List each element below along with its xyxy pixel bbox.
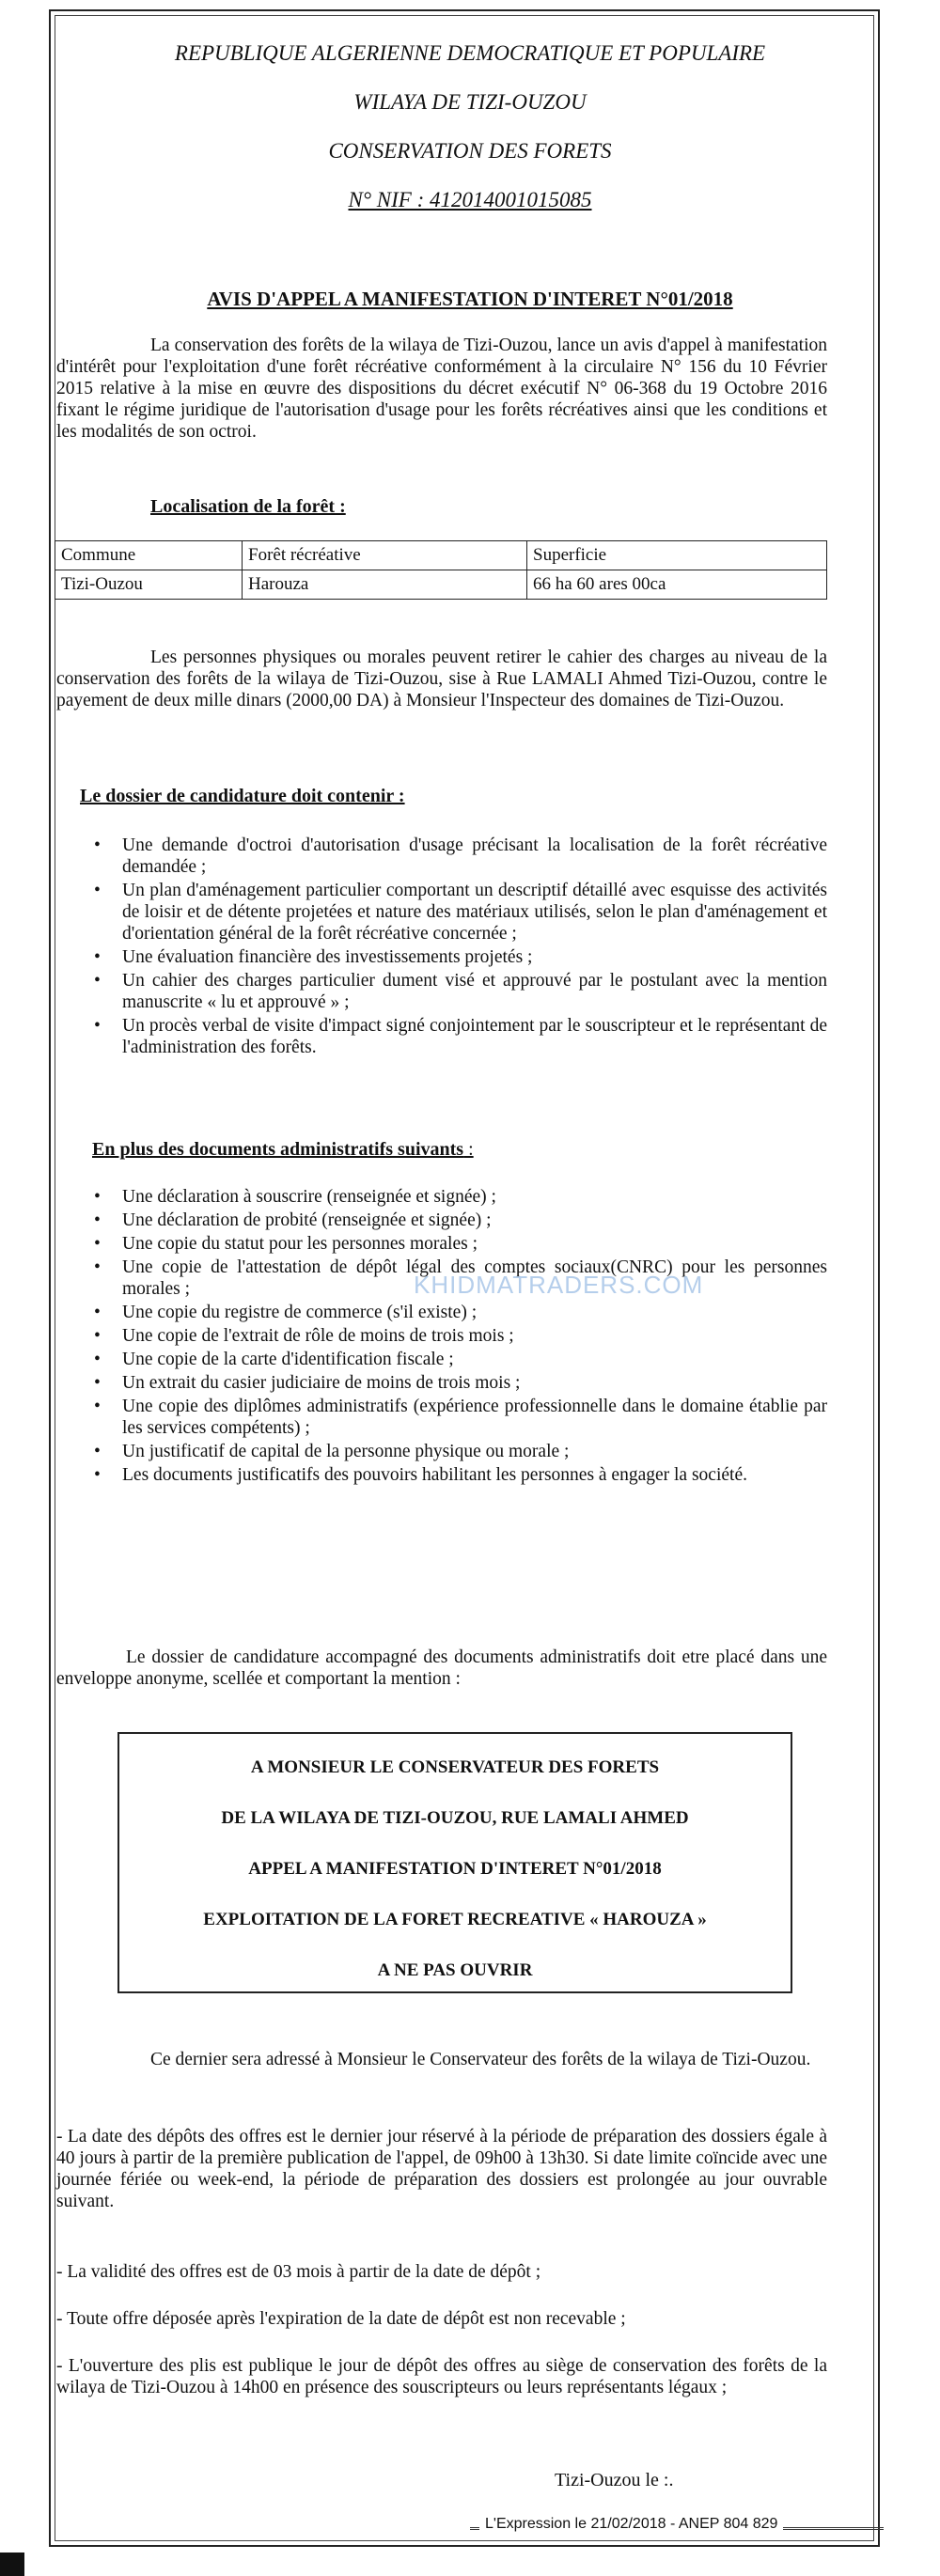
bullet-icon: •	[94, 1397, 101, 1416]
header-republic: REPUBLIQUE ALGERIENNE DEMOCRATIQUE ET POPULAIRE	[174, 41, 766, 65]
bullet-icon: •	[94, 1210, 101, 1230]
watermark-text: KHIDMATRADERS.COM	[414, 1271, 704, 1299]
condition-validite: - La validité des offres est de 03 mois à partir de la date de dépôt ;	[56, 2262, 541, 2282]
bullet-icon: •	[94, 835, 101, 855]
list-item: • Une demande d'octroi d'autorisation d'usage précisant la localisation de la forêt récréative demandée ;	[94, 835, 827, 877]
signature-place-date: Tizi-Ouzou le :.	[555, 2470, 674, 2490]
bullet-icon: •	[94, 971, 101, 991]
envelope-line: EXPLOITATION DE LA FORET RECREATIVE « HAROUZA »	[203, 1910, 707, 1929]
page-corner-mark	[0, 2553, 24, 2576]
localisation-table	[55, 540, 827, 600]
condition-ouverture: - L'ouverture des plis est publique le jour de dépôt des offres au siège de conservation des forêts de la wilaya de Tizi-Ouzou à 14h00 en présence des souscripteurs ou leurs représentants légaux ;	[56, 2356, 827, 2397]
table-cell-foret: Harouza	[243, 570, 527, 600]
envelope-line: APPEL A MANIFESTATION D'INTERET N°01/2018	[248, 1859, 662, 1879]
header-nif: N° NIF : 412014001015085	[348, 188, 592, 211]
admin-docs-heading: En plus des documents administratifs suivants :	[92, 1139, 474, 1160]
list-item: • Les documents justificatifs des pouvoirs habilitant les personnes à engager la société.	[94, 1465, 747, 1485]
intro-paragraph: La conservation des forêts de la wilaya de Tizi-Ouzou, lance un avis d'appel à manifestation d'intérêt pour l'exploitation d'une forêt récréative conformément à la circulaire N° 156 du 10 Février 2015 relative à la mise en œuvre des dispositions du décret exécutif N° 06-368 du 19 Octobre 2016 fixant le régime juridique de l'autorisation d'usage pour les forêts récréatives ainsi que les conditions et les modalités de son octroi.	[56, 336, 827, 442]
retrait-paragraph: Les personnes physiques ou morales peuvent retirer le cahier des charges au niveau de la conservation des forêts de la wilaya de Tizi-Ouzou, sise à Rue LAMALI Ahmed Tizi-Ouzou, contre le payement de deux mille dinars (2000,00 DA) à Monsieur l'Inspecteur des domaines de Tizi-Ouzou.	[56, 648, 827, 710]
bullet-icon: •	[94, 881, 101, 900]
list-item: • Une déclaration de probité (renseignée et signée) ;	[94, 1210, 492, 1230]
table-header-cell: Superficie	[527, 541, 827, 570]
bullet-icon: •	[94, 947, 101, 967]
table-header-row	[55, 541, 827, 570]
bullet-icon: •	[94, 1016, 101, 1036]
table-header-cell: Forêt récréative	[243, 541, 527, 570]
footer-publication: L'Expression le 21/02/2018 - ANEP 804 829	[479, 2516, 783, 2533]
localisation-heading: Localisation de la forêt :	[150, 496, 346, 517]
bullet-icon: •	[94, 1303, 101, 1322]
list-item: • Une copie de la carte d'identification fiscale ;	[94, 1350, 454, 1369]
table-cell-commune: Tizi-Ouzou	[55, 570, 243, 600]
notice-title: AVIS D'APPEL A MANIFESTATION D'INTERET N°01/2018	[207, 288, 733, 310]
list-item: • Une évaluation financière des investissements projetés ;	[94, 947, 533, 967]
table-header-cell: Commune	[55, 541, 243, 570]
bullet-icon: •	[94, 1465, 101, 1485]
header-conservation: CONSERVATION DES FORETS	[328, 139, 612, 163]
condition-depot: - La date des dépôts des offres est le dernier jour réservé à la période de préparation des dossiers égale à 40 jours à partir de la première publication de l'appel, de 09h00 à 13h30. Si date limite coïncide avec une journée fériée ou week-end, la période de préparation des dossiers est prolongée au jour ouvrable suivant.	[56, 2127, 827, 2211]
list-item: • Un cahier des charges particulier dument visé et approuvé par le postulant avec la mention manuscrite « lu et approuvé » ;	[94, 971, 827, 1012]
adresse-paragraph: Ce dernier sera adressé à Monsieur le Conservateur des forêts de la wilaya de Tizi-Ouzou.	[150, 2050, 811, 2069]
list-item: • Un procès verbal de visite d'impact signé conjointement par le souscripteur et le représentant de l'administration des forêts.	[94, 1016, 827, 1057]
table-row	[55, 570, 827, 600]
bullet-icon: •	[94, 1234, 101, 1254]
bullet-icon: •	[94, 1442, 101, 1461]
bullet-icon: •	[94, 1187, 101, 1207]
dossier-heading: Le dossier de candidature doit contenir :	[80, 786, 405, 806]
list-item: • Un extrait du casier judiciaire de moins de trois mois ;	[94, 1373, 521, 1393]
header-wilaya: WILAYA DE TIZI-OUZOU	[353, 90, 587, 114]
bullet-icon: •	[94, 1373, 101, 1393]
bullet-icon: •	[94, 1350, 101, 1369]
dossier-list	[94, 835, 827, 1060]
list-item: • Une copie des diplômes administratifs (expérience professionnelle dans le domaine établie par les services compétents) ;	[94, 1397, 827, 1438]
envelope-intro-paragraph: Le dossier de candidature accompagné des documents administratifs doit etre placé dans une enveloppe anonyme, scellée et comportant la mention :	[56, 1647, 827, 1689]
list-item: • Une déclaration à souscrire (renseignée et signée) ;	[94, 1187, 496, 1207]
envelope-line: DE LA WILAYA DE TIZI-OUZOU, RUE LAMALI AHMED	[221, 1808, 689, 1828]
admin-docs-list	[94, 1186, 827, 1488]
list-item: • Un justificatif de capital de la personne physique ou morale ;	[94, 1442, 570, 1461]
condition-recevabilite: - Toute offre déposée après l'expiration de la date de dépôt est non recevable ;	[56, 2309, 626, 2329]
list-item: • Une copie de l'attestation de dépôt légal des comptes sociaux(CNRC) pour les personnes morales ;	[94, 1257, 827, 1299]
bullet-icon: •	[94, 1326, 101, 1346]
list-item: • Une copie du registre de commerce (s'il existe) ;	[94, 1303, 478, 1322]
list-item: • Une copie du statut pour les personnes morales ;	[94, 1234, 478, 1254]
list-item: • Une copie de l'extrait de rôle de moins de trois mois ;	[94, 1326, 514, 1346]
table-cell-superficie: 66 ha 60 ares 00ca	[527, 570, 827, 600]
envelope-line: A MONSIEUR LE CONSERVATEUR DES FORETS	[250, 1757, 660, 1777]
envelope-line: A NE PAS OUVRIR	[377, 1960, 533, 1980]
list-item: • Un plan d'aménagement particulier comportant un descriptif détaillé avec esquisse des activités de loisir et de détente projetées et nature des matériaux utilisés, selon le plan d'aménagement et d'orientation général de la forêt récréative concernée ;	[94, 881, 827, 944]
bullet-icon: •	[94, 1257, 101, 1277]
